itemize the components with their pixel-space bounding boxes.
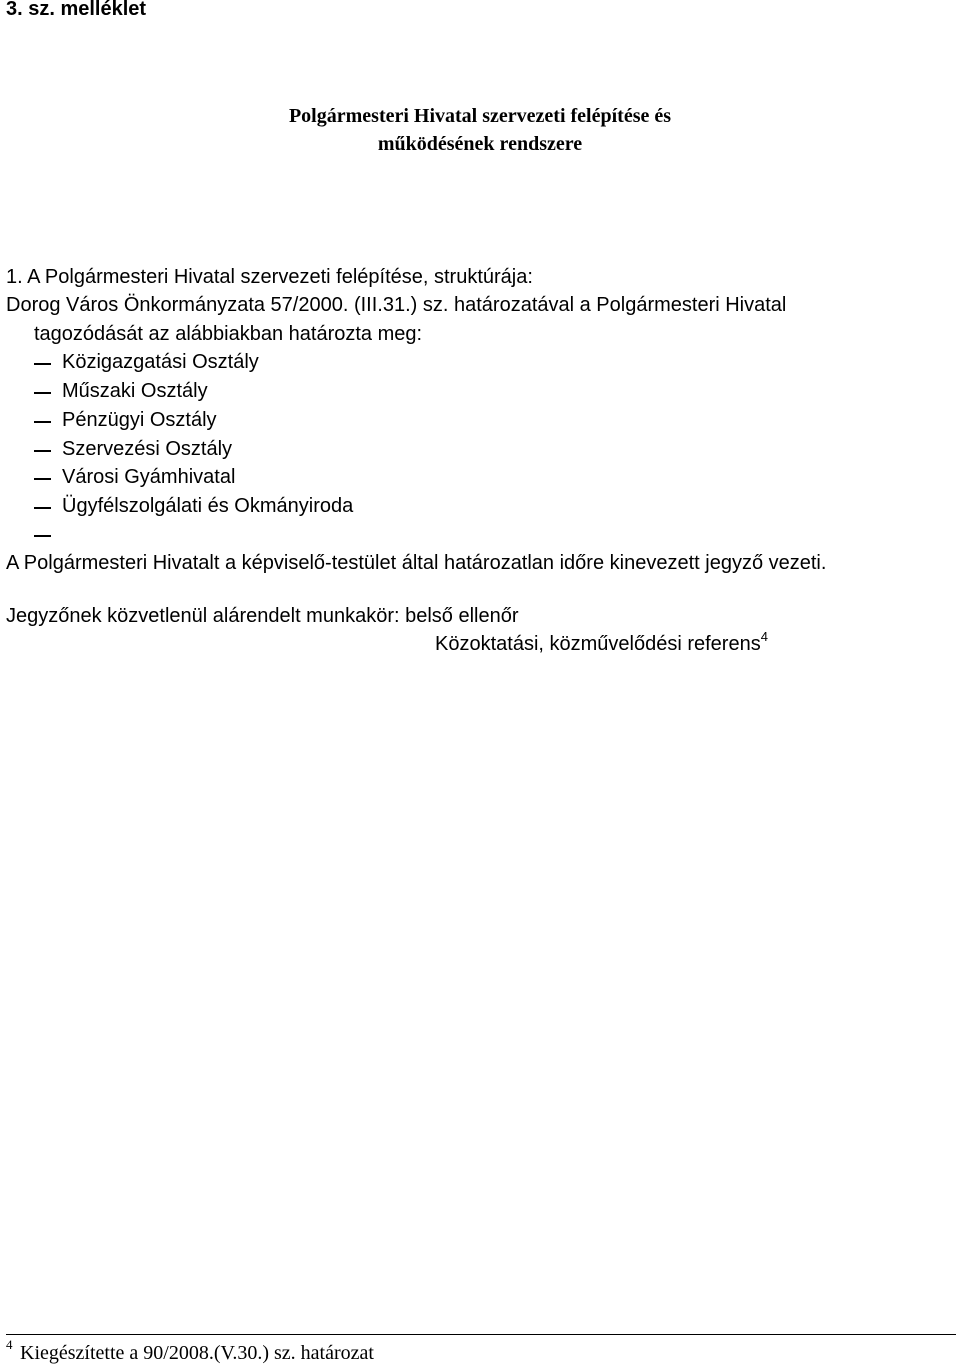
dash-bullet-icon — [34, 478, 51, 480]
unit-label: Városi Gyámhivatal — [62, 466, 236, 488]
direct-staff-line: Jegyzőnek közvetlenül alárendelt munkakör: belső ellenőr — [6, 605, 519, 627]
dash-bullet-icon — [34, 363, 51, 365]
footnote-mark: 4 — [6, 1337, 13, 1352]
unit-label: Pénzügyi Osztály — [62, 409, 217, 431]
dash-bullet-icon — [34, 507, 51, 509]
unit-label: Műszaki Osztály — [62, 380, 208, 402]
section-heading: 1. A Polgármesteri Hivatal szervezeti felépítése, struktúrája: — [6, 266, 533, 288]
referent-line — [435, 629, 768, 656]
document-title-line-1: Polgármesteri Hivatal szervezeti felépítése és — [288, 105, 672, 127]
unit-label: Közigazgatási Osztály — [62, 351, 259, 373]
dash-bullet-icon — [34, 535, 51, 537]
referent-label: Közoktatási, közművelődési referens — [435, 633, 761, 655]
unit-label: Szervezési Osztály — [62, 438, 233, 460]
footnote-divider — [6, 1334, 956, 1335]
intro-paragraph-line-2: tagozódását az alábbiakban határozta meg: — [34, 323, 423, 345]
leader-sentence: A Polgármesteri Hivatalt a képviselő-testület által határozatlan időre kinevezett jegyző vezeti. — [6, 552, 827, 574]
footnote-reference: 4 — [760, 629, 768, 644]
dash-bullet-icon — [34, 450, 51, 452]
document-title-line-2: működésének rendszere — [377, 133, 583, 155]
footnote-text: Kiegészítette a 90/2008.(V.30.) sz. határozat — [20, 1342, 374, 1364]
annex-label: 3. sz. melléklet — [6, 0, 147, 20]
intro-paragraph-line-1: Dorog Város Önkormányzata 57/2000. (III.31.) sz. határozatával a Polgármesteri Hivatal — [6, 294, 787, 316]
dash-bullet-icon — [34, 421, 51, 423]
unit-label: Ügyfélszolgálati és Okmányiroda — [62, 495, 354, 517]
dash-bullet-icon — [34, 392, 51, 394]
